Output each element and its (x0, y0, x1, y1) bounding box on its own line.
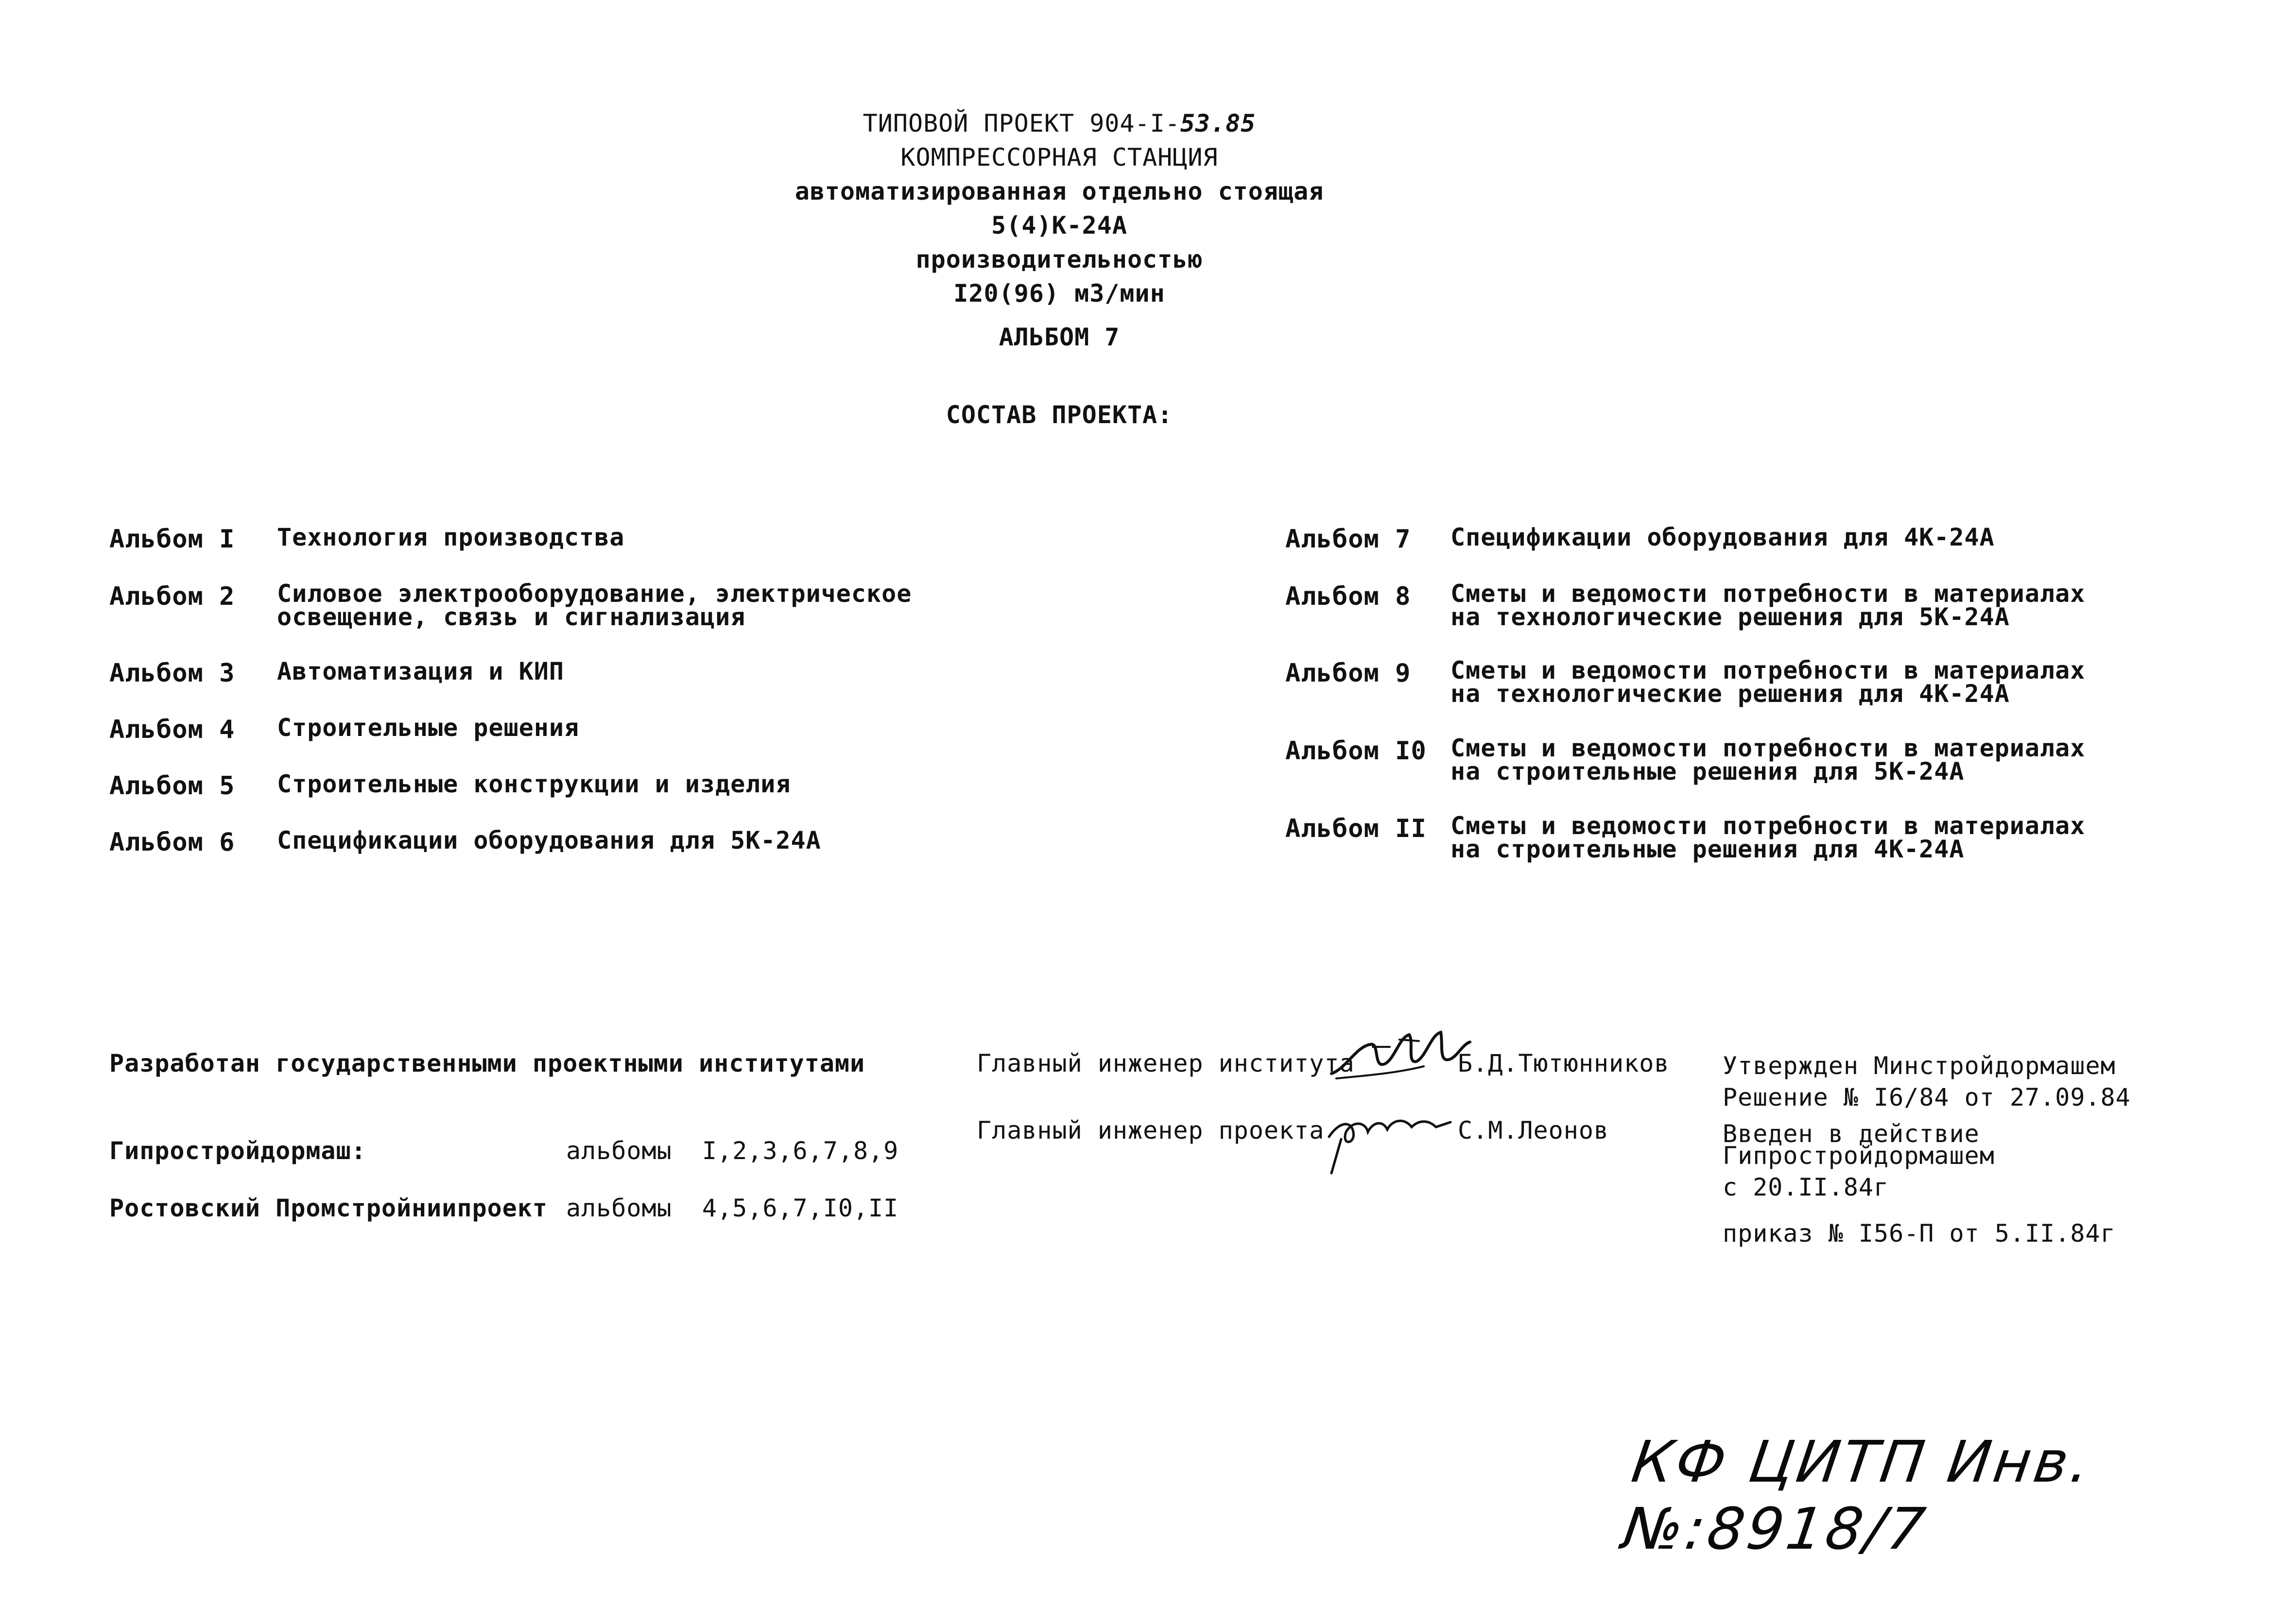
album-label: Альбом 8 (1285, 582, 1411, 611)
album-label: Альбом I0 (1285, 736, 1427, 766)
project-title (583, 109, 1536, 137)
institute-albums: альбомы 4,5,6,7,I0,II (566, 1194, 899, 1222)
album-description: Сметы и ведомости потребности в материалах на строительные решения для 5К-24А (1450, 734, 2086, 786)
album-description: Сметы и ведомости потребности в материалах на технологические решения для 4К-24А (1450, 656, 2086, 708)
inventory-stamp: КФ ЦИТП Инв.№:8918/7 (1618, 1428, 2097, 1562)
signature-image (1319, 1103, 1460, 1176)
album-description: Строительные конструкции и изделия (277, 770, 791, 798)
album-label: Альбом 5 (109, 771, 235, 801)
enacted-label: Введен в действие (1723, 1120, 1980, 1148)
album-label: Альбом 7 (1285, 525, 1411, 554)
album-label: Альбом 3 (109, 659, 235, 688)
album-label: Альбом 9 (1285, 659, 1411, 688)
album-description: Спецификации оборудования для 5К-24А (277, 826, 821, 854)
album-title: АЛЬБОМ 7 (999, 323, 1120, 351)
station-name: КОМПРЕССОРНАЯ СТАНЦИЯ (900, 143, 1218, 171)
capacity-value: I20(96) м3/мин (953, 279, 1165, 308)
chief-engineer-project-label: Главный инженер проекта (977, 1116, 1325, 1145)
approval-decision: Решение № I6/84 от 27.09.84 (1723, 1083, 2131, 1111)
signature-image (1327, 1018, 1472, 1091)
station-model: 5(4)К-24А (991, 211, 1127, 239)
album-description: Силовое электрооборудование, электрическое освещение, связь и сигнализация (277, 580, 912, 631)
developed-by: Разработан государственными проектными институтами (109, 1049, 865, 1077)
album-description: Спецификации оборудования для 4К-24А (1450, 523, 1995, 551)
album-label: Альбом 2 (109, 582, 235, 611)
enacted-by: Гипростройдормашем (1723, 1142, 1995, 1170)
order-number: приказ № I56-П от 5.II.84г (1723, 1219, 2116, 1247)
enacted-date: с 20.II.84г (1723, 1173, 1889, 1201)
institute-name: Ростовский Промстройниипроект (109, 1194, 548, 1222)
album-description: Технология производства (277, 523, 625, 551)
project-number: 53.85 (1180, 109, 1256, 137)
album-description: Сметы и ведомости потребности в материалах на технологические решения для 5К-24А (1450, 580, 2086, 631)
chief-engineer-institute-label: Главный инженер института (977, 1049, 1355, 1077)
institute-albums: альбомы I,2,3,6,7,8,9 (566, 1137, 899, 1165)
album-label: Альбом 4 (109, 715, 235, 744)
album-description: Строительные решения (277, 714, 580, 742)
composition-heading: СОСТАВ ПРОЕКТА: (946, 401, 1173, 429)
album-description: Автоматизация и КИП (277, 657, 564, 685)
project-title-prefix: ТИПОВОЙ ПРОЕКТ 904-I- (863, 109, 1180, 137)
institute-name: Гипростройдормаш: (109, 1137, 366, 1165)
chief-engineer-institute-name: Б.Д.Тютюнников (1458, 1049, 1670, 1077)
capacity-label: производительностью (915, 245, 1203, 273)
album-label: Альбом 6 (109, 828, 235, 857)
chief-engineer-project-name: С.М.Леонов (1458, 1116, 1609, 1145)
approved-by: Утвержден Минстройдормашем (1723, 1052, 2116, 1080)
album-label: Альбом I (109, 525, 235, 554)
station-type: автоматизированная отдельно стоящая (794, 177, 1324, 205)
album-description: Сметы и ведомости потребности в материалах на строительные решения для 4К-24А (1450, 812, 2086, 863)
album-label: Альбом II (1285, 814, 1427, 843)
